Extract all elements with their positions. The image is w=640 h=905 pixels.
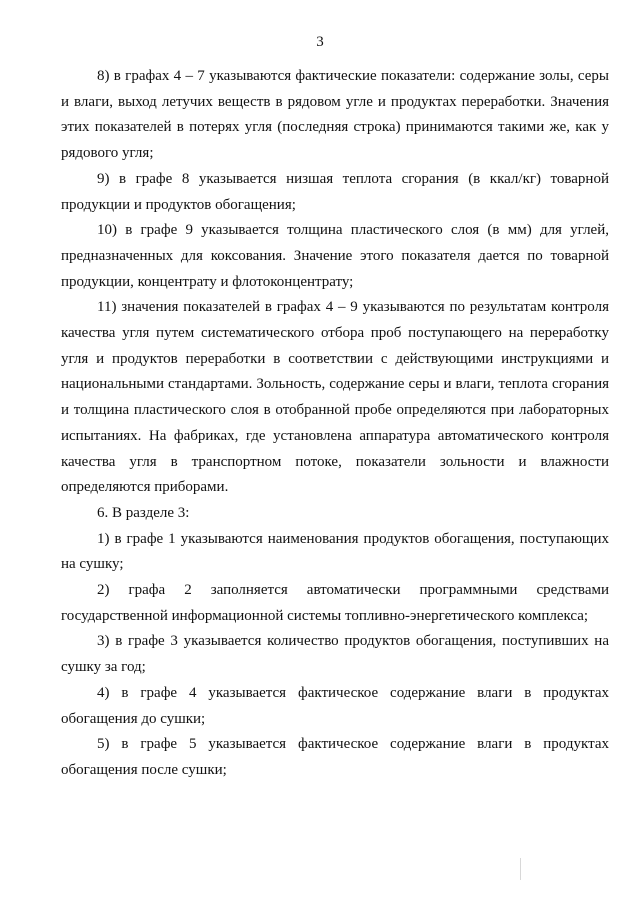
- paragraph-line: и толщина пластического слоя в отобранной пробе определяются при лабораторных: [61, 402, 609, 419]
- paragraph-line: качества угля в транспортном потоке, показатели зольности и влажности: [61, 453, 609, 470]
- paragraph-s3-item-1: [61, 527, 609, 578]
- paragraph-section-6: [61, 501, 609, 527]
- paragraph-line: качества угля путем систематического отбора проб поступающего на переработку: [61, 325, 609, 342]
- paragraph-line: продукции и продуктов обогащения;: [61, 196, 296, 213]
- paragraph-line: государственной информационной системы топливно-энергетического комплекса;: [61, 607, 589, 624]
- paragraph-line: рядового угля;: [61, 145, 154, 162]
- paragraph-line: 10) в графе 9 указывается толщина пластического слоя (в мм) для углей,: [97, 222, 609, 239]
- paragraph-line: сушку за год;: [61, 659, 146, 676]
- paragraph-line: 6. В разделе 3:: [97, 504, 190, 521]
- paragraph-line: на сушку;: [61, 556, 124, 573]
- paragraph-line: определяются приборами.: [61, 479, 229, 496]
- paragraph-item-10: [61, 218, 609, 295]
- paragraph-line: 8) в графах 4 – 7 указываются фактические показатели: содержание золы, серы: [97, 68, 609, 84]
- paragraph-line: 3) в графе 3 указывается количество продуктов обогащения, поступивших на: [97, 633, 609, 650]
- paragraph-item-11: [61, 295, 609, 501]
- paragraph-line: продукции, концентрату и флотоконцентрату;: [61, 273, 354, 290]
- paragraph-line: и влаги, выход летучих веществ в рядовом угле и продуктах переработки. Значения: [61, 93, 609, 110]
- scan-artifact-mark: [520, 858, 521, 880]
- paragraph-line: обогащения после сушки;: [61, 761, 227, 778]
- paragraph-line: этих показателей в потерях угля (последняя строка) принимаются такими же, как у: [61, 119, 609, 136]
- paragraph-line: 11) значения показателей в графах 4 – 9 указываются по результатам контроля: [97, 299, 609, 316]
- paragraph-line: 4) в графе 4 указывается фактическое содержание влаги в продуктах: [97, 684, 609, 701]
- paragraph-line: 9) в графе 8 указывается низшая теплота сгорания (в ккал/кг) товарной: [97, 170, 609, 187]
- paragraph-item-8: [61, 64, 609, 167]
- paragraph-line: предназначенных для коксования. Значение этого показателя дается по товарной: [61, 247, 609, 264]
- document-body: [61, 64, 609, 784]
- page-number: 3: [316, 34, 324, 50]
- paragraph-line: 1) в графе 1 указываются наименования продуктов обогащения, поступающих: [97, 530, 609, 547]
- paragraph-s3-item-3: [61, 629, 609, 680]
- paragraph-s3-item-2: [61, 578, 609, 629]
- paragraph-s3-item-5: [61, 732, 609, 783]
- paragraph-line: 5) в графе 5 указывается фактическое содержание влаги в продуктах: [97, 736, 609, 753]
- paragraph-line: обогащения до сушки;: [61, 710, 206, 727]
- paragraph-line: угля и продуктов переработки в соответствии с действующими инструкциями и: [61, 350, 609, 367]
- paragraph-line: 2) графа 2 заполняется автоматически программными средствами: [97, 582, 609, 599]
- paragraph-line: испытаниях. На фабриках, где установлена аппаратура автоматического контроля: [61, 427, 609, 444]
- paragraph-line: национальными стандартами. Зольность, содержание серы и влаги, теплота сгорания: [61, 376, 609, 393]
- paragraph-item-9: [61, 167, 609, 218]
- paragraph-s3-item-4: [61, 681, 609, 732]
